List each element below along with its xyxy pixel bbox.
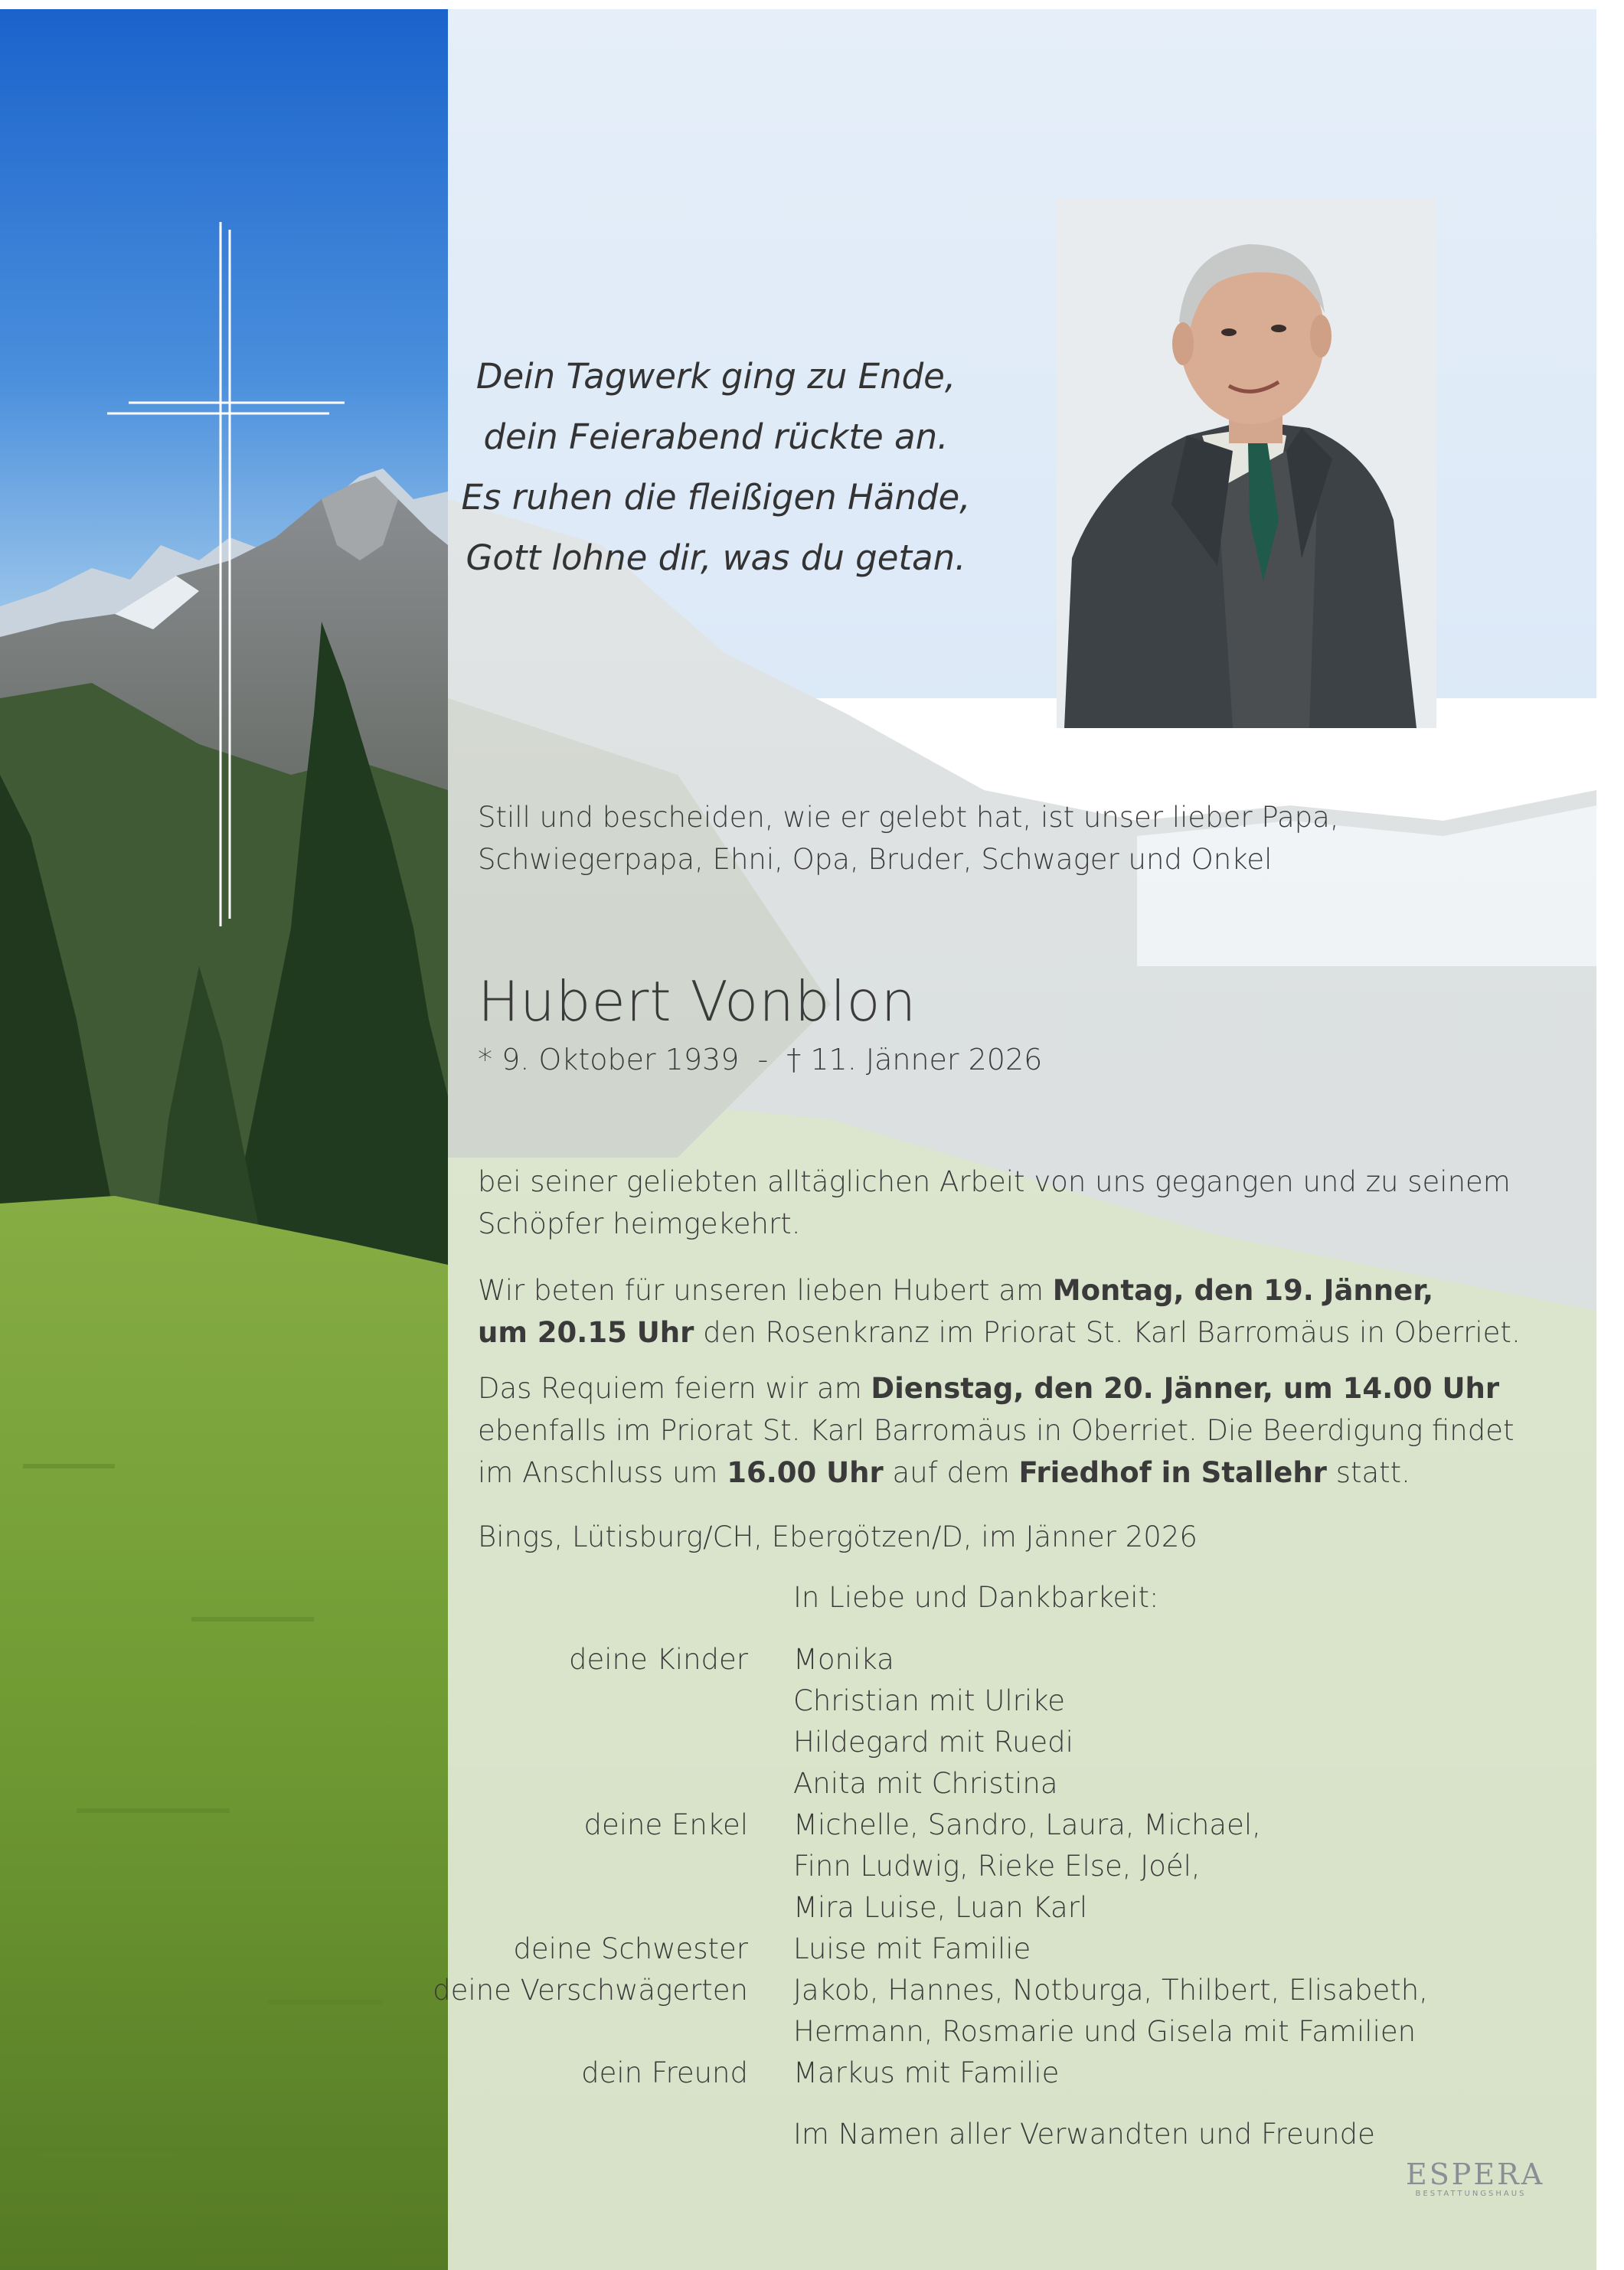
text-span: ebenfalls im Priorat St. Karl Barromäus in Oberriet. Die Beerdigung findet im Anschluss um: [478, 1414, 1515, 1489]
mourners-heading: In Liebe und Dankbarkeit:: [793, 1581, 1159, 1614]
rosary-time: um 20.15 Uhr: [478, 1316, 694, 1349]
cemetery: Friedhof in Stallehr: [1018, 1456, 1327, 1489]
mourner-label: deine Verschwägerten: [433, 1974, 748, 2007]
mourner-line: Michelle, Sandro, Laura, Michael,: [793, 1808, 1261, 1841]
text-span: Das Requiem feiern wir am: [478, 1372, 871, 1405]
rosary-date: Montag, den 19. Jänner,: [1052, 1274, 1434, 1307]
mourner-label: deine Schwester: [513, 1932, 748, 1965]
cross-icon: [107, 222, 345, 926]
mourner-line: Monika: [793, 1643, 894, 1676]
paragraph-requiem: [478, 1367, 1542, 1494]
poem-line: dein Feierabend rückte an.: [483, 416, 949, 457]
text-span: statt.: [1326, 1456, 1410, 1489]
place-date: Bings, Lütisburg/CH, Ebergötzen/D, im Jänner 2026: [478, 1520, 1198, 1553]
mourner-label: deine Kinder: [569, 1643, 748, 1676]
date-separator: -: [757, 1043, 769, 1076]
requiem-datetime: Dienstag, den 20. Jänner, um 14.00 Uhr: [871, 1372, 1500, 1405]
mourner-line: Markus mit Familie: [793, 2056, 1060, 2089]
portrait-photo: [1057, 198, 1436, 728]
text-span: den Rosenkranz im Priorat St. Karl Barromäus in Oberriet.: [694, 1316, 1521, 1349]
poem-line: Dein Tagwerk ging zu Ende,: [475, 356, 956, 397]
mourner-label: dein Freund: [581, 2056, 748, 2089]
birth-date: * 9. Oktober 1939: [478, 1043, 740, 1076]
obituary-page: [0, 9, 1596, 2270]
mourner-line: Luise mit Familie: [793, 1932, 1031, 1965]
death-date: † 11. Jänner 2026: [786, 1043, 1043, 1076]
poem-line: Gott lohne dir, was du getan.: [466, 537, 966, 578]
text-span: auf dem: [883, 1456, 1019, 1489]
mourner-line: Hermann, Rosmarie und Gisela mit Familien: [793, 2015, 1417, 2048]
poem-line: Es ruhen die fleißigen Hände,: [461, 477, 971, 518]
deceased-name: Hubert Vonblon: [478, 969, 917, 1034]
logo-subtitle: BESTATTUNGSHAUS: [1415, 2190, 1527, 2198]
mourner-line: Christian mit Ulrike: [793, 1684, 1066, 1717]
paragraph-passing: bei seiner geliebten alltäglichen Arbeit von uns gegangen und zu seinem Schöpfer heimgekehrt.: [478, 1165, 1511, 1240]
burial-time: 16.00 Uhr: [727, 1456, 884, 1489]
mourners-closing: Im Namen aller Verwandten und Freunde: [793, 2118, 1375, 2151]
life-dates: [478, 1043, 1042, 1076]
mourner-label: deine Enkel: [583, 1808, 748, 1841]
mourner-line: Finn Ludwig, Rieke Else, Joél,: [793, 1850, 1201, 1883]
text-span: Wir beten für unseren lieben Hubert am: [478, 1274, 1053, 1307]
espera-logo: [1406, 2157, 1545, 2198]
poem: [448, 346, 984, 588]
mourner-line: Hildegard mit Ruedi: [793, 1726, 1073, 1759]
paragraph-rosary: [478, 1269, 1542, 1354]
intro-text: Still und bescheiden, wie er gelebt hat, ist unser lieber Papa, Schwiegerpapa, Ehni, Opa, Bruder, Schwager und Onkel: [478, 801, 1339, 876]
mourner-line: Jakob, Hannes, Notburga, Thilbert, Elisabeth,: [793, 1974, 1428, 2007]
mourner-line: Mira Luise, Luan Karl: [793, 1891, 1088, 1924]
logo-name: ESPERA: [1406, 2157, 1545, 2191]
mourner-line: Anita mit Christina: [793, 1767, 1058, 1800]
